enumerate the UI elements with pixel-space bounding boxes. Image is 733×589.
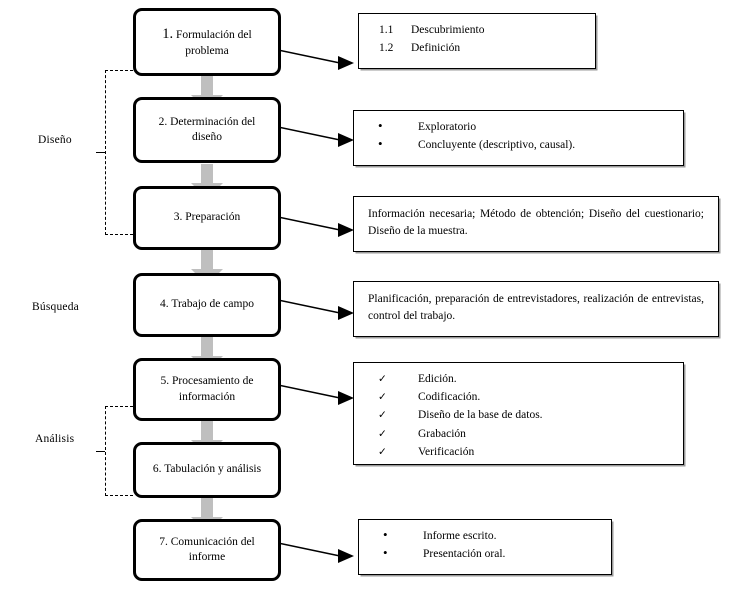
detail-row [364, 426, 673, 443]
process-box-1[interactable] [133, 8, 281, 76]
process-box-4[interactable] [133, 273, 281, 337]
connector-2 [278, 122, 356, 153]
check-icon: ✓ [378, 409, 387, 422]
process-box-6-text [153, 462, 261, 477]
detail-5-text-3: Diseño de la base de datos. [418, 409, 543, 422]
detail-box-3 [353, 196, 719, 252]
process-box-3-title: Preparación [185, 211, 241, 224]
detail-2-text-2: Concluyente (descriptivo, causal). [418, 139, 576, 152]
process-box-4-number: 4. [160, 298, 169, 311]
process-box-5-title: Procesamiento de información [172, 375, 254, 403]
process-box-1-title: Formulación del problema [176, 28, 252, 57]
detail-5-text-2: Codificación. [418, 391, 481, 404]
detail-box-2 [353, 110, 684, 166]
process-box-1-number: 1. [162, 25, 174, 42]
detail-1-num-2: 1.2 [379, 41, 394, 54]
detail-5-text-1: Edición. [418, 373, 457, 385]
bullet-icon: • [378, 118, 383, 133]
process-box-3-number: 3. [173, 211, 183, 224]
bullet-icon: • [383, 545, 388, 561]
process-box-4-text [160, 297, 254, 312]
detail-box-7 [358, 519, 612, 575]
detail-box-1 [358, 13, 596, 69]
detail-row [369, 528, 601, 545]
bullet-icon: • [378, 136, 383, 152]
connector-1 [278, 45, 356, 76]
detail-4-paragraph: Planificación, preparación de entrevistadores, realización de entrevistas, control del trabajo. [368, 293, 704, 322]
detail-1-text-1: Descubrimiento [411, 24, 485, 36]
detail-row [364, 371, 673, 388]
detail-7-text-1: Informe escrito. [423, 530, 497, 542]
check-icon: ✓ [378, 445, 387, 458]
phase-label-diseno: Diseño [38, 134, 72, 146]
process-box-4-title: Trabajo de campo [171, 298, 254, 311]
detail-row [364, 407, 673, 424]
process-box-7-text [144, 535, 270, 566]
process-box-5-number: 5. [160, 375, 170, 388]
detail-box-4 [353, 281, 719, 337]
process-box-7-number: 7. [159, 535, 168, 548]
connector-5 [278, 380, 356, 411]
process-box-7-title: Comunicación del informe [170, 535, 255, 563]
process-box-2-number: 2. [158, 115, 168, 128]
process-box-6-title: Tabulación y análisis [164, 463, 262, 476]
detail-1-num-1: 1.1 [379, 24, 394, 36]
detail-row [364, 389, 673, 406]
connector-4 [278, 295, 356, 326]
detail-row [364, 119, 673, 136]
bracket-analisis-nib [96, 451, 105, 452]
detail-row [364, 137, 673, 154]
phase-label-busqueda: Búsqueda [32, 301, 79, 313]
connector-3 [278, 212, 356, 243]
detail-5-text-5: Verificación [418, 445, 475, 458]
bullet-icon: • [383, 527, 388, 542]
detail-5-text-4: Grabación [418, 427, 466, 440]
check-icon: ✓ [378, 373, 387, 385]
detail-2-text-1: Exploratorio [418, 121, 477, 133]
phase-label-analisis: Análisis [35, 433, 75, 445]
detail-row [369, 22, 585, 39]
bracket-diseno-nib [96, 152, 105, 153]
process-box-2-title: Determinación del diseño [170, 115, 256, 143]
process-box-6-number: 6. [152, 463, 162, 476]
detail-row [369, 40, 585, 57]
check-icon: ✓ [378, 427, 387, 440]
bracket-diseno [105, 70, 133, 235]
process-box-1-text [144, 25, 270, 60]
check-icon: ✓ [378, 391, 387, 404]
process-box-5[interactable] [133, 358, 281, 421]
process-box-2[interactable] [133, 97, 281, 163]
connector-7 [278, 538, 356, 569]
detail-box-5 [353, 362, 684, 465]
process-box-6[interactable] [133, 442, 281, 498]
detail-row [364, 444, 673, 461]
process-box-3[interactable] [133, 186, 281, 250]
detail-row [369, 546, 601, 563]
detail-1-text-2: Definición [411, 41, 461, 54]
bracket-analisis [105, 406, 133, 496]
process-box-7[interactable] [133, 519, 281, 581]
process-box-3-text [174, 210, 240, 225]
detail-7-text-2: Presentación oral. [423, 548, 506, 561]
detail-3-paragraph: Información necesaria; Método de obtención; Diseño del cuestionario; Diseño de la muestra. [368, 208, 704, 237]
process-box-2-text [144, 115, 270, 146]
process-box-5-text [144, 374, 270, 405]
